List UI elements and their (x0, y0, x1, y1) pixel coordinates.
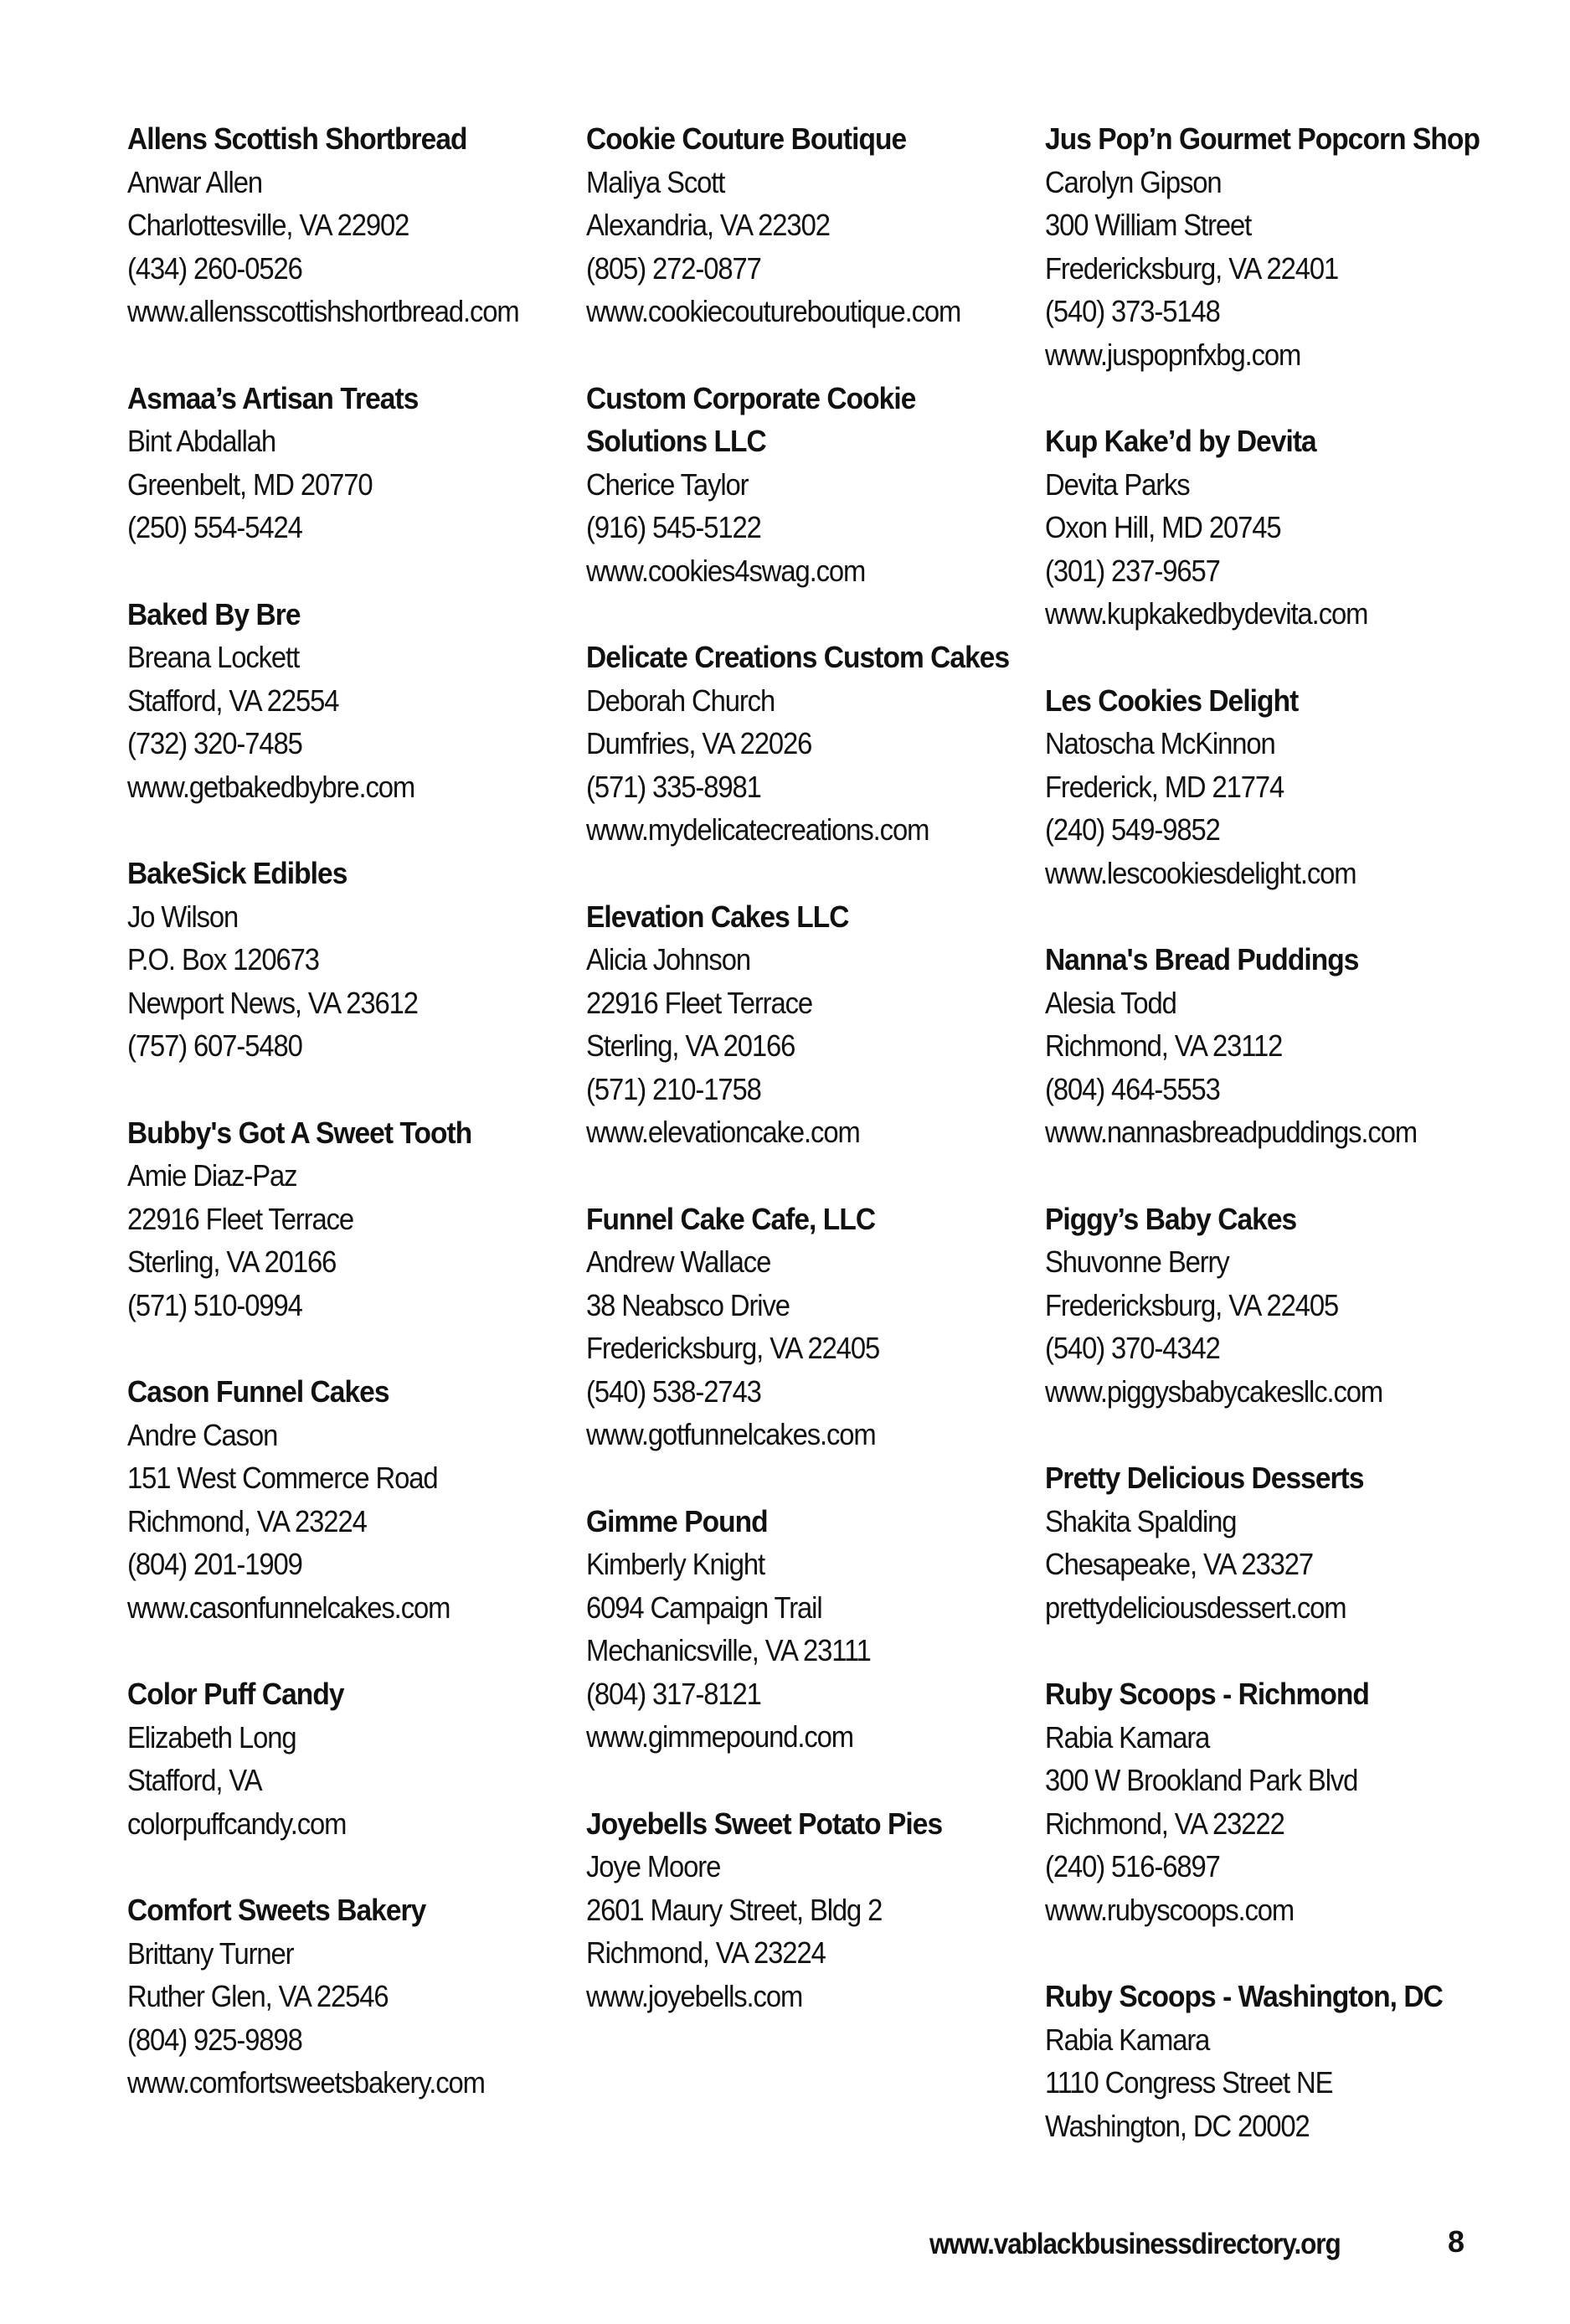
business-listing (1045, 117, 1497, 376)
business-website[interactable]: www.elevationcake.com (586, 1115, 860, 1149)
business-phone: (916) 545-5122 (586, 510, 761, 544)
business-contact-name: Maliya Scott (586, 164, 725, 199)
business-address: Richmond, VA 23224 (586, 1935, 826, 1970)
business-phone: (250) 554-5424 (127, 510, 302, 544)
business-listing (1045, 1672, 1497, 1931)
business-name: Jus Pop’n Gourmet Popcorn Shop (1045, 121, 1480, 156)
business-website[interactable]: www.casonfunnelcakes.com (127, 1590, 450, 1625)
business-phone: (804) 201-1909 (127, 1547, 302, 1581)
business-phone: (805) 272-0877 (586, 250, 761, 286)
business-name: Nanna's Bread Puddings (1045, 942, 1359, 976)
business-name: Gimme Pound (586, 1503, 768, 1538)
business-phone: (240) 549-9852 (1045, 812, 1220, 847)
business-address: Mechanicsville, VA 23111 (586, 1633, 871, 1667)
business-address: Richmond, VA 23224 (127, 1503, 367, 1538)
business-name: Baked By Bre (127, 596, 301, 631)
business-address: P.O. Box 120673 (127, 942, 319, 976)
business-name: Solutions LLC (586, 424, 766, 458)
business-website[interactable]: www.getbakedbybre.com (127, 769, 415, 804)
business-contact-name: Cherice Taylor (586, 466, 749, 502)
business-address: Chesapeake, VA 23327 (1045, 1547, 1313, 1581)
business-website[interactable]: www.lescookiesdelight.com (1045, 855, 1356, 890)
business-contact-name: Brittany Turner (127, 1935, 294, 1971)
business-website[interactable]: www.nannasbreadpuddings.com (1045, 1115, 1418, 1149)
business-phone: (571) 210-1758 (586, 1071, 761, 1106)
directory-column-3 (1045, 117, 1497, 2191)
business-listing (1045, 420, 1497, 636)
business-listing (127, 117, 579, 333)
business-listing (127, 1370, 579, 1629)
business-address: Frederick, MD 21774 (1045, 769, 1284, 804)
business-website[interactable]: prettydeliciousdessert.com (1045, 1590, 1346, 1625)
business-contact-name: Joye Moore (586, 1849, 721, 1883)
business-address: Richmond, VA 23222 (1045, 1806, 1284, 1841)
business-listing (1045, 938, 1497, 1154)
directory-column-2 (586, 117, 1038, 2061)
business-phone: (732) 320-7485 (127, 726, 302, 760)
business-address: Ruther Glen, VA 22546 (127, 1979, 389, 2013)
business-address: Greenbelt, MD 20770 (127, 466, 373, 502)
business-name: Cason Funnel Cakes (127, 1374, 389, 1409)
business-listing (586, 117, 1038, 333)
business-phone: (434) 260-0526 (127, 250, 302, 286)
business-contact-name: Elizabeth Long (127, 1719, 296, 1755)
business-website[interactable]: www.gimmepound.com (586, 1719, 853, 1754)
business-phone: (540) 373-5148 (1045, 294, 1220, 328)
business-contact-name: Amie Diaz-Paz (127, 1158, 297, 1193)
business-contact-name: Rabia Kamara (1045, 2022, 1210, 2057)
business-website[interactable]: www.allensscottishshortbread.com (127, 294, 519, 328)
business-website[interactable]: www.joyebells.com (586, 1978, 803, 2013)
business-name: Delicate Creations Custom Cakes (586, 640, 1010, 674)
business-contact-name: Andre Cason (127, 1417, 278, 1452)
business-listing (586, 1500, 1038, 1759)
business-website[interactable]: www.juspopnfxbg.com (1045, 337, 1301, 372)
business-contact-name: Deborah Church (586, 683, 775, 718)
business-phone: (301) 237-9657 (1045, 553, 1220, 588)
business-contact-name: Anwar Allen (127, 164, 262, 199)
business-listing (1045, 1456, 1497, 1629)
business-listing (127, 1111, 579, 1327)
business-phone: (540) 370-4342 (1045, 1331, 1220, 1365)
business-website[interactable]: www.kupkakedbydevita.com (1045, 596, 1368, 631)
business-address: Washington, DC 20002 (1045, 2108, 1310, 2143)
page-number: 8 (1448, 2224, 1465, 2259)
business-contact-name: Shakita Spalding (1045, 1503, 1237, 1538)
business-listing (586, 895, 1038, 1154)
business-contact-name: Kimberly Knight (586, 1547, 765, 1581)
business-name: Les Cookies Delight (1045, 683, 1299, 718)
business-name: Color Puff Candy (127, 1677, 344, 1711)
business-address: 6094 Campaign Trail (586, 1590, 822, 1625)
business-address: Richmond, VA 23112 (1045, 1028, 1283, 1063)
business-name: Pretty Delicious Desserts (1045, 1461, 1364, 1495)
business-address: Sterling, VA 20166 (586, 1028, 795, 1063)
business-listing (586, 1802, 1038, 2018)
business-name: Elevation Cakes LLC (586, 899, 849, 934)
business-address: Charlottesville, VA 22902 (127, 208, 409, 242)
business-contact-name: Alicia Johnson (586, 942, 750, 976)
business-address: 300 William Street (1045, 208, 1252, 242)
business-contact-name: Bint Abdallah (127, 424, 276, 458)
business-listing (586, 1198, 1038, 1456)
business-contact-name: Devita Parks (1045, 466, 1190, 502)
business-website[interactable]: www.rubyscoops.com (1045, 1892, 1295, 1927)
business-name: Cookie Couture Boutique (586, 121, 907, 156)
business-website[interactable]: www.cookiecoutureboutique.com (586, 294, 961, 328)
business-contact-name: Alesia Todd (1045, 985, 1176, 1020)
business-phone: (240) 516-6897 (1045, 1849, 1220, 1883)
business-listing (127, 1889, 579, 2105)
business-contact-name: Rabia Kamara (1045, 1719, 1210, 1755)
business-listing (127, 852, 579, 1068)
business-address: Sterling, VA 20166 (127, 1244, 337, 1279)
business-website[interactable]: colorpuffcandy.com (127, 1806, 347, 1841)
business-listing (127, 377, 579, 549)
business-phone: (804) 464-5553 (1045, 1071, 1220, 1106)
business-listing (586, 636, 1038, 852)
business-contact-name: Shuvonne Berry (1045, 1244, 1229, 1279)
business-website[interactable]: www.mydelicatecreations.com (586, 812, 929, 847)
business-address: Fredericksburg, VA 22405 (1045, 1287, 1339, 1322)
business-name: Bubby's Got A Sweet Tooth (127, 1115, 472, 1150)
business-address: Newport News, VA 23612 (127, 985, 418, 1020)
business-address: Dumfries, VA 22026 (586, 726, 812, 760)
business-contact-name: Andrew Wallace (586, 1244, 771, 1279)
business-listing (127, 593, 579, 809)
business-name: Piggy’s Baby Cakes (1045, 1201, 1297, 1236)
business-listing (1045, 679, 1497, 895)
business-address: Stafford, VA 22554 (127, 683, 339, 718)
business-name: Ruby Scoops - Richmond (1045, 1677, 1369, 1711)
business-phone: (571) 510-0994 (127, 1287, 302, 1322)
business-address: 151 West Commerce Road (127, 1461, 438, 1495)
business-address: Fredericksburg, VA 22401 (1045, 250, 1339, 286)
business-name: Ruby Scoops - Washington, DC (1045, 1979, 1443, 2013)
business-address: Oxon Hill, MD 20745 (1045, 510, 1281, 544)
business-name: BakeSick Edibles (127, 856, 347, 890)
directory-column-1 (127, 117, 579, 2148)
business-phone: (757) 607-5480 (127, 1028, 302, 1063)
business-website[interactable]: www.piggysbabycakesllc.com (1045, 1373, 1383, 1409)
business-address: Stafford, VA (127, 1763, 262, 1797)
business-address: Fredericksburg, VA 22405 (586, 1331, 880, 1365)
business-website[interactable]: www.cookies4swag.com (586, 553, 866, 588)
business-address: 300 W Brookland Park Blvd (1045, 1763, 1358, 1797)
business-contact-name: Natoscha McKinnon (1045, 726, 1275, 760)
business-name: Funnel Cake Cafe, LLC (586, 1201, 876, 1236)
business-phone: (804) 317-8121 (586, 1676, 761, 1711)
business-address: 2601 Maury Street, Bldg 2 (586, 1892, 883, 1927)
business-listing (586, 377, 1038, 593)
business-website[interactable]: www.comfortsweetsbakery.com (127, 2065, 485, 2100)
business-listing (127, 1672, 579, 1845)
business-address: 1110 Congress Street NE (1045, 2065, 1333, 2100)
business-phone: (804) 925-9898 (127, 2022, 302, 2057)
business-contact-name: Breana Lockett (127, 640, 300, 674)
business-name: Allens Scottish Shortbread (127, 121, 467, 156)
business-listing (1045, 1198, 1497, 1414)
business-address: Alexandria, VA 22302 (586, 208, 830, 242)
business-contact-name: Jo Wilson (127, 899, 239, 934)
business-name: Asmaa’s Artisan Treats (127, 380, 419, 415)
business-website[interactable]: www.gotfunnelcakes.com (586, 1417, 876, 1451)
footer-website-url: www.vablackbusinessdirectory.org (929, 2228, 1341, 2260)
business-phone: (571) 335-8981 (586, 769, 761, 804)
business-address: 22916 Fleet Terrace (127, 1201, 354, 1236)
business-listing (1045, 1975, 1497, 2147)
business-address: 22916 Fleet Terrace (586, 985, 813, 1020)
business-contact-name: Carolyn Gipson (1045, 164, 1222, 199)
business-name: Kup Kake’d by Devita (1045, 424, 1316, 458)
business-address: 38 Neabsco Drive (586, 1287, 790, 1322)
business-name: Comfort Sweets Bakery (127, 1893, 426, 1927)
business-name: Custom Corporate Cookie (586, 380, 916, 415)
business-name: Joyebells Sweet Potato Pies (586, 1806, 943, 1841)
business-phone: (540) 538-2743 (586, 1373, 761, 1409)
